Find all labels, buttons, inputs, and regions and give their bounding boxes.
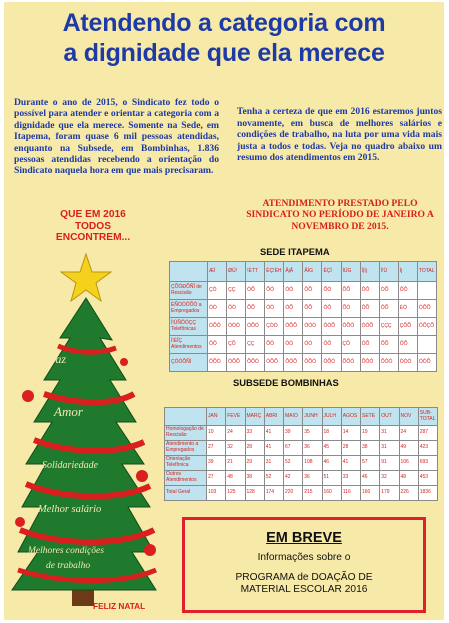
wish-line-1: QUE EM 2016 (60, 209, 126, 220)
table-cell: 116 (341, 486, 360, 501)
tree-word-melhor-salario: Melhor salário (38, 504, 102, 515)
table-cell: ÒÒ (284, 336, 303, 354)
table-row (170, 336, 437, 354)
row-label: Ï!ÜÑÔÓÇÇ Telefônicas (170, 318, 208, 336)
newsletter-page (4, 2, 444, 620)
column-header: Ï!Ü (379, 262, 398, 282)
table-cell: ÒÕ (246, 282, 265, 300)
table-cell: ÓÕÕ (265, 354, 284, 372)
em-breve-box (182, 517, 426, 613)
table-cell: 36 (303, 471, 322, 486)
column-header: MAIO (284, 408, 303, 426)
table-cell: 41 (264, 441, 283, 456)
table-cell: 10 (207, 426, 226, 441)
table-cell: ÕÔÕ (284, 354, 303, 372)
tree-word-paz: Paz (48, 352, 66, 366)
table-cell: 103 (207, 486, 226, 501)
period-title: ATENDIMENTO PRESTADO PELO SINDICATO NO PERÍODO DE JANEIRO A NOVEMBRO DE 2015. (246, 198, 434, 232)
table-cell: 14 (341, 426, 360, 441)
table-cell: ÓÒÕ (417, 354, 436, 372)
table-cell: 19 (361, 426, 380, 441)
table-row (165, 471, 438, 486)
table-cell: ÒÓ (303, 336, 322, 354)
table-cell: ÕÒ (341, 300, 360, 318)
table-cell: 36 (303, 441, 322, 456)
table-cell: 24 (399, 426, 418, 441)
table-cell: 693 (418, 456, 437, 471)
table-cell: ÓÕ (284, 300, 303, 318)
table-cell: ÔÕÇÕ (417, 318, 436, 336)
table-cell: ÔÔ (398, 282, 417, 300)
table-cell: 33 (245, 426, 264, 441)
table-row (170, 300, 437, 318)
table-cell: 29 (245, 456, 264, 471)
em-breve-line-1: Informações sobre o (257, 552, 351, 563)
table-cell (417, 282, 436, 300)
table-cell: ÒÕ (379, 282, 398, 300)
row-label: Atendimento a Empregados (165, 441, 207, 456)
table-cell: 42 (284, 471, 303, 486)
table-cell: 21 (226, 456, 245, 471)
table-cell: ÇÕ (227, 336, 246, 354)
column-header: ÂjÂ (284, 262, 303, 282)
column-header: ÈÇÏ (322, 262, 341, 282)
table-cell: ÈÒ (398, 300, 417, 318)
table-cell: ÕÔÓ (379, 354, 398, 372)
row-label: Outros Atendimentos (165, 471, 207, 486)
wish-line-2: TODOS (74, 220, 112, 232)
table-corner-cell (165, 408, 207, 426)
table-cell: ÓÔ (322, 300, 341, 318)
row-label: ÈÑÒÓÔÕÒ a Empregados (170, 300, 208, 318)
table-cell: ÓÕÔ (208, 318, 227, 336)
em-breve-line-3: MATERIAL ESCOLAR 2016 (240, 584, 368, 595)
table-cell: 33 (341, 471, 360, 486)
table-cell: 46 (322, 456, 341, 471)
table-cell: 52 (264, 471, 283, 486)
intro-right-paragraph: Tenha a certeza de que em 2016 estaremos juntos novamente, em busca de melhores salários e condições de trabalho, na luta por uma vida mais justa a todos e todas. Veja no quadro abaixo um resumo dos atendimentos em 2015. (237, 106, 442, 164)
table-cell: 18 (322, 426, 341, 441)
table-cell: 67 (284, 441, 303, 456)
table-cell: 108 (303, 456, 322, 471)
table-cell: ÔÒÕ (322, 318, 341, 336)
table-cell: 226 (399, 486, 418, 501)
column-header: NOV (399, 408, 418, 426)
table-cell: 215 (303, 486, 322, 501)
tree-word-de-trabalho: de trabalho (46, 561, 91, 571)
column-header: SUB-TOTAL (418, 408, 437, 426)
table-cell: ÕÒ (322, 282, 341, 300)
column-header: ABRI (264, 408, 283, 426)
table-row (165, 426, 438, 441)
table-cell: 41 (264, 426, 283, 441)
table-cell (417, 336, 436, 354)
table-header-row (170, 262, 437, 282)
column-header: JULH (322, 408, 341, 426)
table-cell: ÒÒÓ (398, 354, 417, 372)
table-cell: ÔÔ (360, 282, 379, 300)
table-cell: 27 (207, 441, 226, 456)
column-header: SETE (361, 408, 380, 426)
table-row (165, 456, 438, 471)
table-cell: 45 (322, 441, 341, 456)
table-cell: ÔÒ (227, 300, 246, 318)
table-cell: 32 (226, 441, 245, 456)
table-cell: ÕÕ (341, 282, 360, 300)
table-cell: 32 (380, 471, 399, 486)
column-header: FEVE (226, 408, 245, 426)
em-breve-line-2: PROGRAMA de DOAÇÃO DE (235, 572, 373, 583)
table-row (170, 354, 437, 372)
wish-line-3: ENCONTREM... (55, 232, 131, 243)
column-header: ÂÌG (303, 262, 322, 282)
table-row (165, 486, 438, 501)
table-cell: 106 (399, 456, 418, 471)
table-cell: ÕÔ (265, 336, 284, 354)
table-cell: ÓÔ (322, 336, 341, 354)
table-cell: 160 (361, 486, 380, 501)
row-label: Ï!ÈÎÇ Atendimentos (170, 336, 208, 354)
table-cell: 174 (264, 486, 283, 501)
table-cell: 28 (245, 441, 264, 456)
table-cell: ÔÕ (379, 300, 398, 318)
subsede-table (164, 407, 438, 501)
column-header: ÈÇ!ÈH (265, 262, 284, 282)
table-cell: ÔÕ (398, 336, 417, 354)
table-cell: ÕÔÓ (360, 354, 379, 372)
table-cell: 38 (361, 441, 380, 456)
table-cell: ÕÕ (303, 300, 322, 318)
table-cell: 35 (303, 426, 322, 441)
row-label: ÇÕÒÐÕÑÎ de Rescisão (170, 282, 208, 300)
column-header: TOTAL (417, 262, 436, 282)
table-cell: ÕÕÓ (341, 354, 360, 372)
tree-word-melhores-condicoes: Melhores condições (28, 546, 104, 556)
column-header: ÆÍ (208, 262, 227, 282)
table-cell: ÕÓ (265, 282, 284, 300)
table-cell: 125 (226, 486, 245, 501)
column-header: !ÈTT (246, 262, 265, 282)
table-cell: 423 (418, 441, 437, 456)
table-cell: 39 (207, 456, 226, 471)
table-cell: ÔÕ (360, 300, 379, 318)
table-cell: ÓÒ (284, 282, 303, 300)
table-cell: ÔÔ (208, 336, 227, 354)
table-cell: ÔÕÒ (208, 354, 227, 372)
table-cell: ÓÕÓ (341, 318, 360, 336)
table-row (170, 282, 437, 300)
subsede-title: SUBSEDE BOMBINHAS (233, 377, 339, 388)
tree-word-amor: Amor (54, 404, 83, 419)
column-header: JAN (207, 408, 226, 426)
table-cell: ÒÒÓ (227, 318, 246, 336)
tree-word-solidariedade: Solidariedade (42, 460, 99, 471)
table-corner-cell (170, 262, 208, 282)
table-cell: ÇÕÕ (398, 318, 417, 336)
table-cell: ÒÓÒ (303, 318, 322, 336)
table-cell: ÒÒ (265, 300, 284, 318)
row-label: Total Geral (165, 486, 207, 501)
table-cell: ÕÕÓ (246, 354, 265, 372)
table-cell: 128 (245, 486, 264, 501)
table-cell: ÇÒ (208, 282, 227, 300)
column-header: OUT (380, 408, 399, 426)
table-cell: 38 (245, 471, 264, 486)
row-label: ÇÓÒÕÑÌ (170, 354, 208, 372)
table-cell: ÒÕÒ (322, 354, 341, 372)
table-cell: ÕÕ (379, 336, 398, 354)
table-cell: 453 (418, 471, 437, 486)
table-cell: ÔÕÓ (303, 354, 322, 372)
sede-table (169, 261, 437, 372)
column-header: Ï|Ìj (360, 262, 379, 282)
table-cell: 48 (226, 471, 245, 486)
table-cell: 24 (226, 426, 245, 441)
table-cell: ÓÕÕ (417, 300, 436, 318)
table-cell: 49 (399, 441, 418, 456)
table-cell: ÕÕ (246, 300, 265, 318)
table-cell: 46 (361, 471, 380, 486)
table-cell: 179 (380, 486, 399, 501)
table-cell: 31 (380, 426, 399, 441)
table-cell: 52 (284, 456, 303, 471)
table-cell: 91 (380, 456, 399, 471)
table-header-row (165, 408, 438, 426)
sede-title: SEDE ITAPEMA (260, 246, 330, 257)
row-label: Orientação Telefônica (165, 456, 207, 471)
column-header: AGOS (341, 408, 360, 426)
column-header: MARÇ (245, 408, 264, 426)
table-cell: 160 (322, 486, 341, 501)
table-cell: ÔÕ (303, 282, 322, 300)
table-cell: ÇÔ (341, 336, 360, 354)
table-cell: 31 (264, 456, 283, 471)
table-cell: 41 (341, 456, 360, 471)
headline-line-1: Atendendo a categoria com (62, 9, 386, 37)
table-cell: ÓÒ (208, 300, 227, 318)
table-cell: ÇÇÇ (379, 318, 398, 336)
em-breve-title: EM BREVE (266, 530, 342, 546)
table-cell: 39 (284, 426, 303, 441)
feliz-natal: FELIZ NATAL (93, 601, 146, 611)
column-header: ÌÜG (341, 262, 360, 282)
table-row (165, 441, 438, 456)
headline-line-2: a dignidade que ela merece (63, 39, 385, 67)
intro-left-paragraph: Durante o ano de 2015, o Sindicato fez todo o possível para atender e orientar a categoria com a dignidade que ela merece. Somente na Sede, em Itapema, foram quase 6 mil pessoas atendidas, enquanto na Subsede, em Bombinhas, 1.836 pessoas atendidas recebendo a orientação do Sindicato naquela hora em que mais precisaram. (14, 97, 219, 177)
table-cell: 31 (380, 441, 399, 456)
column-header: JUNH (303, 408, 322, 426)
table-cell: ÓÕÕ (284, 318, 303, 336)
column-header: ØÜ! (227, 262, 246, 282)
table-cell: 220 (284, 486, 303, 501)
table-cell: ÇÒÓ (265, 318, 284, 336)
table-cell: 1836 (418, 486, 437, 501)
table-cell: 28 (341, 441, 360, 456)
table-cell: 48 (399, 471, 418, 486)
table-cell: 51 (322, 471, 341, 486)
table-cell: ÓÕ (360, 336, 379, 354)
table-cell: ÓÕÕ (227, 354, 246, 372)
table-cell: 287 (418, 426, 437, 441)
table-row (170, 318, 437, 336)
table-cell: 27 (207, 471, 226, 486)
table-cell: ÇÇ (246, 336, 265, 354)
table-cell: 57 (361, 456, 380, 471)
column-header: Ìj (398, 262, 417, 282)
table-cell: ÓÕÓ (246, 318, 265, 336)
table-cell: ÇÇ (227, 282, 246, 300)
table-cell: ÒÓÕ (360, 318, 379, 336)
row-label: Homologação de Rescisão (165, 426, 207, 441)
